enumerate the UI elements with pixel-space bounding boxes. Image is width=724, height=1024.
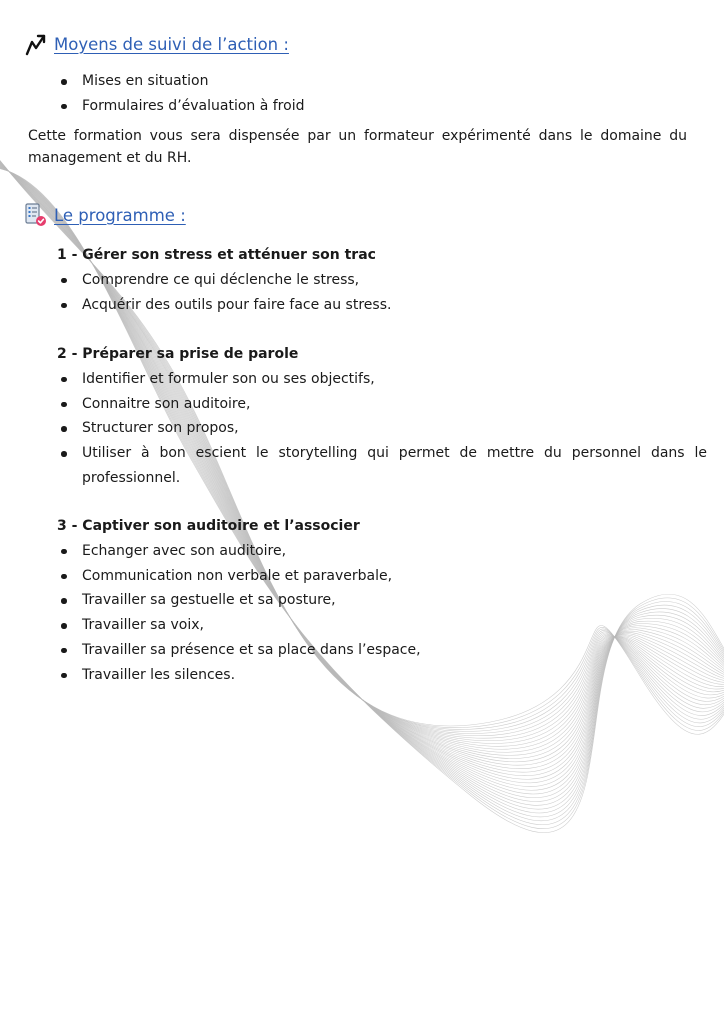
suivi-list — [57, 69, 657, 119]
list-item: Echanger avec son auditoire, — [57, 539, 707, 564]
programme-section-1 — [57, 243, 707, 317]
trend-up-icon — [24, 32, 48, 56]
list-item: Structurer son propos, — [57, 416, 707, 441]
intro-paragraph: Cette formation vous sera dispensée par un formateur expérimenté dans le domaine du management et du RH. — [28, 128, 687, 166]
section-title: 3 - Captiver son auditoire et l’associer — [57, 518, 360, 534]
suivi-title: Moyens de suivi de l’action : — [54, 34, 289, 54]
section-list — [57, 539, 707, 688]
programme-section-3 — [57, 514, 707, 688]
list-item: Travailler les silences. — [57, 663, 707, 688]
programme-heading — [24, 203, 186, 227]
section-title: 1 - Gérer son stress et atténuer son trac — [57, 247, 376, 263]
programme-section-2 — [57, 342, 707, 491]
section-list — [57, 367, 707, 491]
section-list — [57, 268, 707, 318]
list-item: Identifier et formuler son ou ses objectifs, — [57, 367, 707, 392]
list-item: Mises en situation — [57, 69, 657, 94]
list-item: Travailler sa présence et sa place dans l’espace, — [57, 638, 707, 663]
list-item: Connaitre son auditoire, — [57, 392, 707, 417]
section-title: 2 - Préparer sa prise de parole — [57, 346, 299, 362]
list-item: Comprendre ce qui déclenche le stress, — [57, 268, 707, 293]
list-item: Travailler sa gestuelle et sa posture, — [57, 588, 707, 613]
list-item: Travailler sa voix, — [57, 613, 707, 638]
list-item: Communication non verbale et paraverbale, — [57, 564, 707, 589]
list-item: Acquérir des outils pour faire face au stress. — [57, 293, 707, 318]
suivi-heading — [24, 32, 289, 56]
checklist-icon — [24, 203, 48, 227]
programme-title: Le programme : — [54, 205, 186, 225]
list-item: Formulaires d’évaluation à froid — [57, 94, 657, 119]
list-item: Utiliser à bon escient le storytelling qui permet de mettre du personnel dans le professionnel. — [57, 441, 707, 491]
